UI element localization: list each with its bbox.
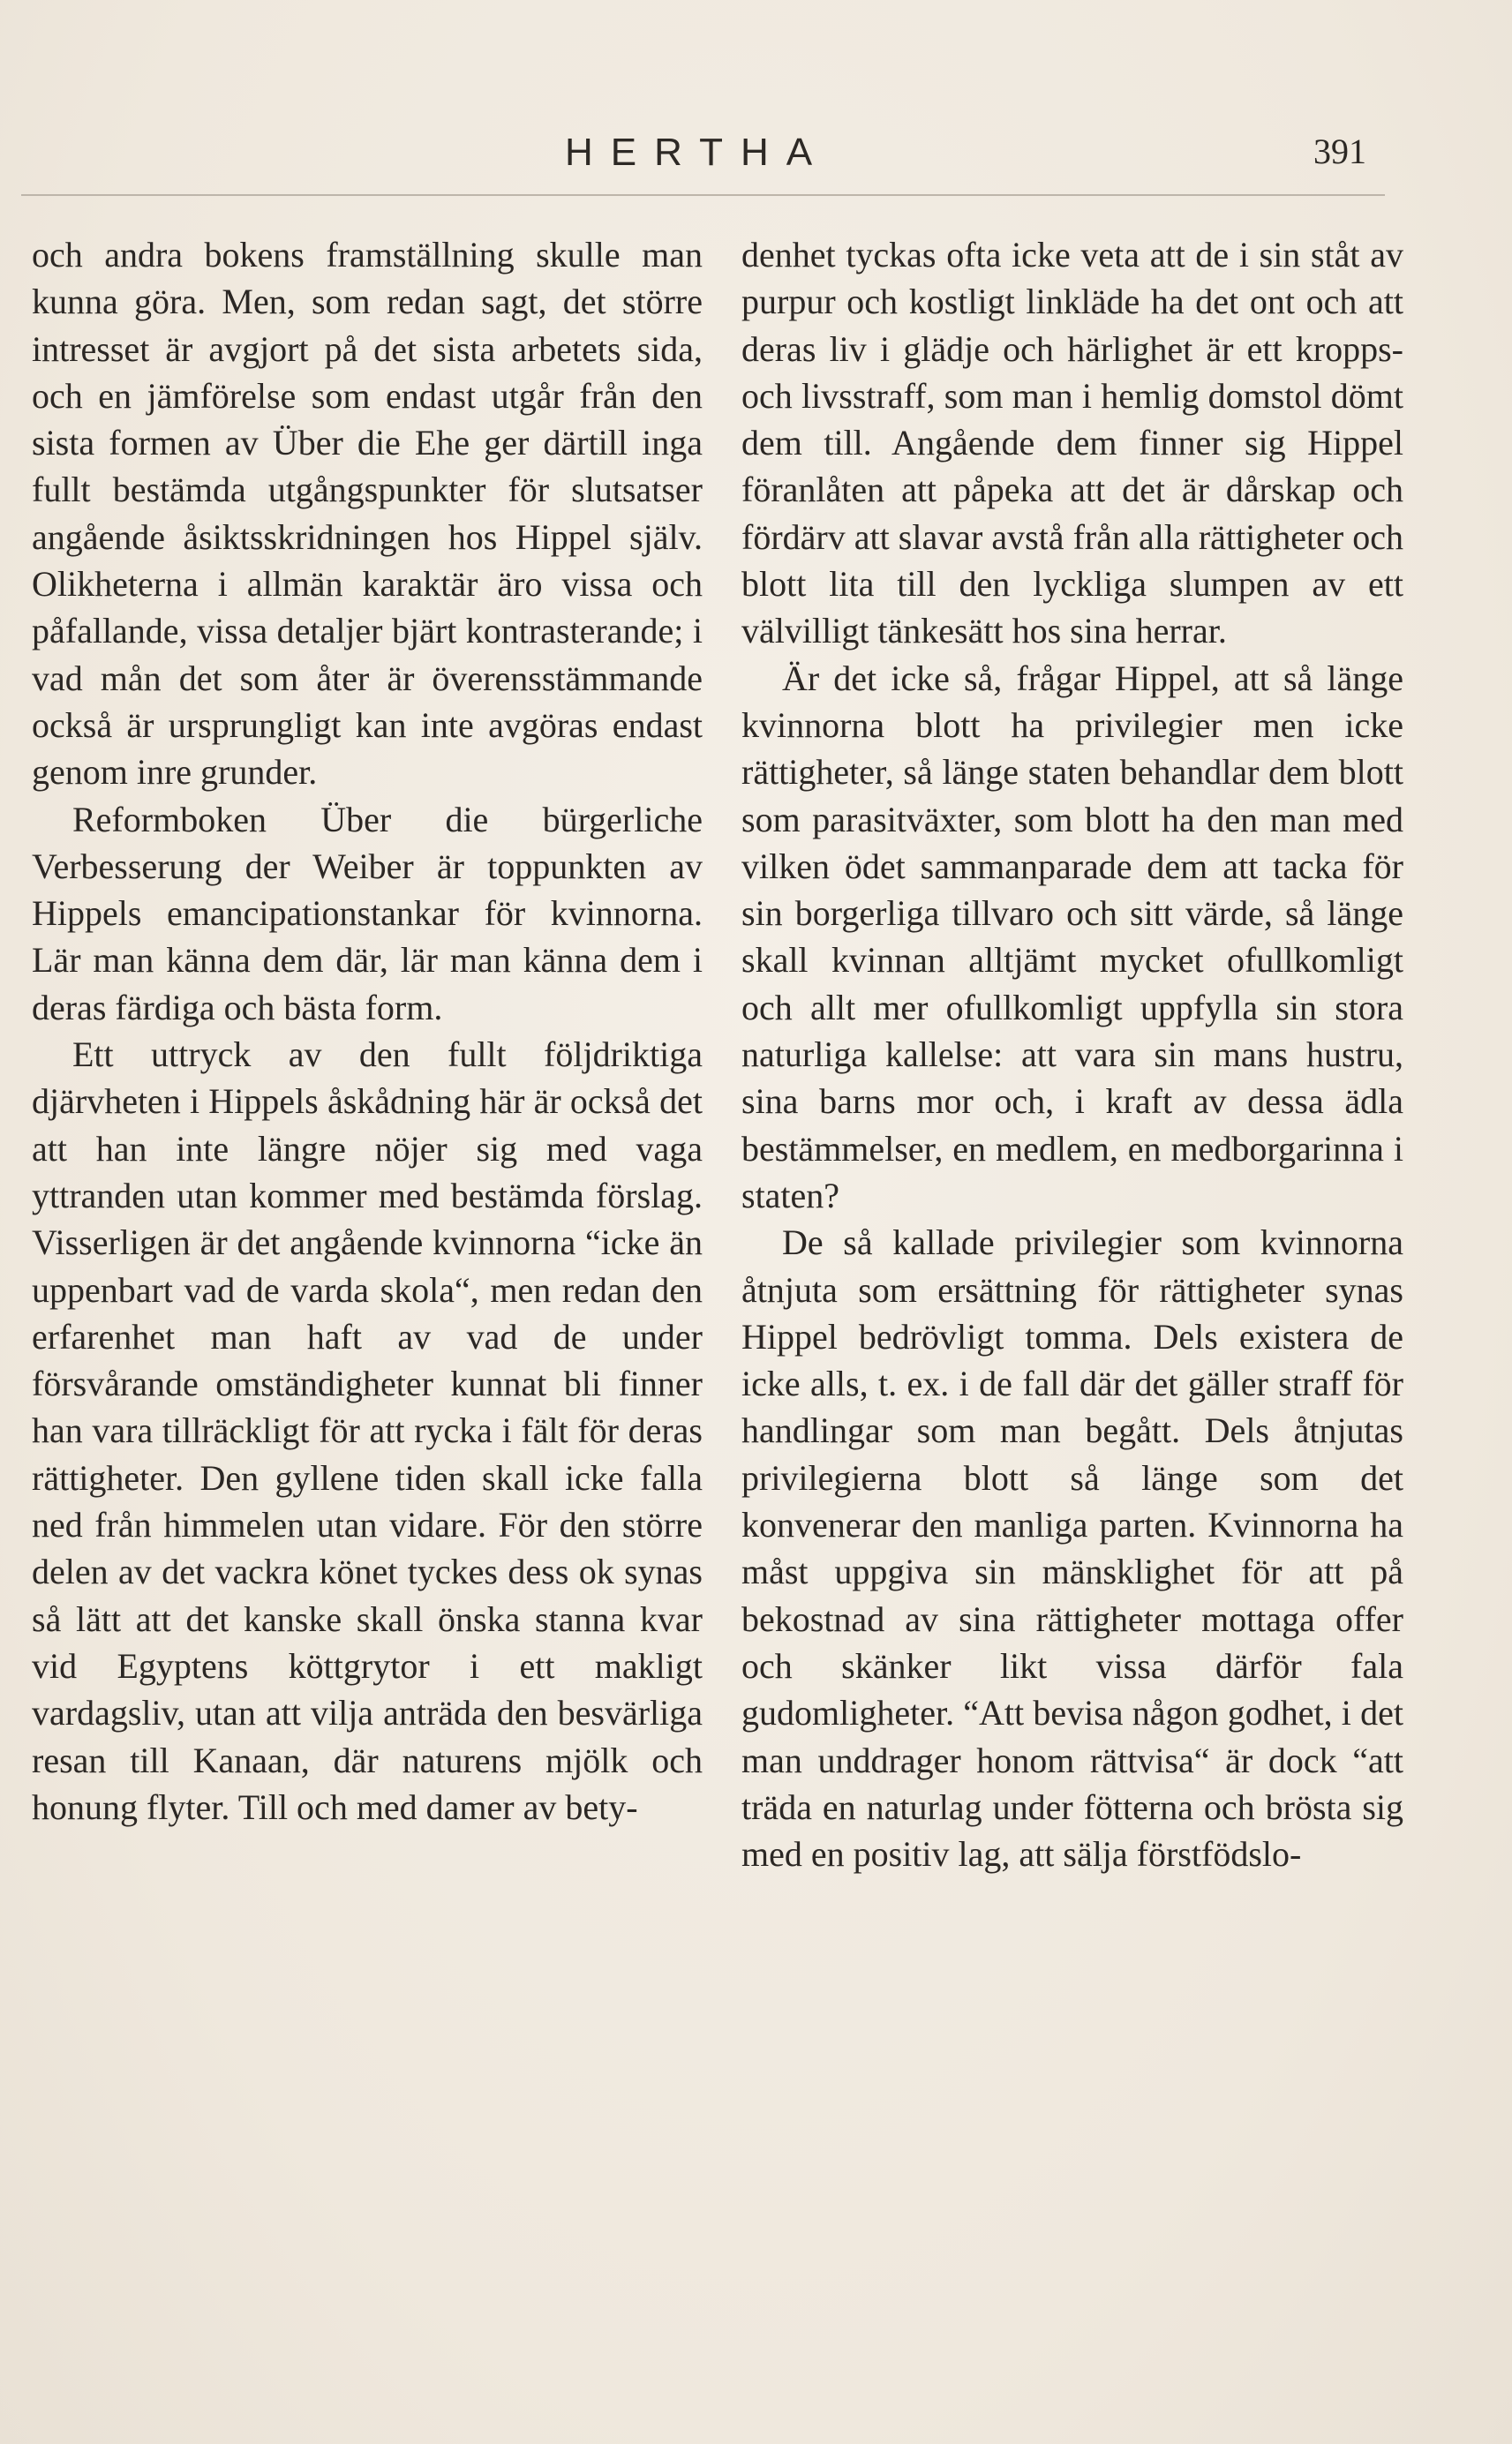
right-paragraph-1: denhet tyckas ofta icke veta att de i sin ståt av purpur och kostligt linkläde ha det ont och att deras liv i glädje och härlighet är ett kropps- och livsstraff, som man i hemlig domstol dömt dem till. Angående dem finner sig Hippel föranlåten att påpeka att det är dårskap och fördärv att slavar avstå från alla rättigheter och blott lita till den lyckliga slumpen av ett välvilligt tänkesätt hos sina herrar. (741, 235, 1403, 651)
page-number: 391 (1313, 132, 1366, 171)
page-header (0, 131, 1512, 192)
left-paragraph-2: Reformboken Über die bürgerliche Verbesserung der Weiber är toppunkten av Hippels emancipationstankar för kvinnorna. Lär man känna dem där, lär man känna dem i deras färdiga och bästa form. (32, 799, 703, 1027)
left-column (32, 231, 703, 1831)
right-paragraph-3: De så kallade privilegier som kvinnorna åtnjuta som ersättning för rättigheter synas Hippel bedrövligt tomma. Dels existera de icke alls, t. ex. i de fall där det gäller straff för handlingar som man begått. Dels åtnjutas privilegierna blott så länge som det konvenerar den manliga parten. Kvinnorna ha måst uppgiva sin mänsklighet för att på bekostnad av sina rättigheter mottaga offer och skänker likt vissa därför fala gudomligheter. “Att bevisa någon godhet, i det man unddrager honom rättvisa“ är dock “att träda en naturlag under fötterna och brösta sig med en positiv lag, att sälja förstfödslo- (741, 1222, 1403, 1875)
right-column (741, 231, 1403, 1877)
header-rule (21, 194, 1385, 196)
right-paragraph-2: Är det icke så, frågar Hippel, att så länge kvinnorna blott ha privilegier men icke rättigheter, så länge staten behandlar dem blott som parasitväxter, som blott ha den man med vilken ödet sammanparade dem att tacka för sin borgerliga tillvaro och sitt värde, så länge skall kvinnan alltjämt mycket ofullkomligt och allt mer ofullkomligt uppfylla sin stora naturliga kallelse: att vara sin mans hustru, sina barns mor och, i kraft av dessa ädla bestämmelser, en medlem, en medborgarinna i staten? (741, 658, 1403, 1215)
left-paragraph-3: Ett uttryck av den fullt följdriktiga djärvheten i Hippels åskådning här är också det att han inte längre nöjer sig med vaga yttranden utan kommer med bestämda förslag. Visserligen är det angående kvinnorna “icke än uppenbart vad de varda skola“, men redan den erfarenhet man haft av vad de under försvårande omständigheter kunnat bli finner han vara tillräckligt för att rycka i fält för deras rättigheter. Den gyllene tiden skall icke falla ned från himmelen utan vidare. För den större delen av det vackra könet tyckes dess ok synas så lätt att det kanske skall önska stanna kvar vid Egyptens köttgrytor i ett makligt vardagsliv, utan att vilja anträda den besvärliga resan till Kanaan, där naturens mjölk och honung flyter. Till och med damer av bety- (32, 1034, 703, 1827)
left-paragraph-1: och andra bokens framställning skulle man kunna göra. Men, som redan sagt, det större intresset är avgjort på det sista arbetets sida, och en jämförelse som endast utgår från den sista formen av Über die Ehe ger därtill inga fullt bestämda utgångspunkter för slutsatser angående åsiktsskridningen hos Hippel själv. Olikheterna i allmän karaktär äro vissa och påfallande, vissa detaljer bjärt kontrasterande; i vad mån det som åter är överensstämmande också är ursprungligt kan inte avgöras endast genom inre grunder. (32, 235, 703, 793)
running-title: HERTHA (565, 131, 831, 174)
